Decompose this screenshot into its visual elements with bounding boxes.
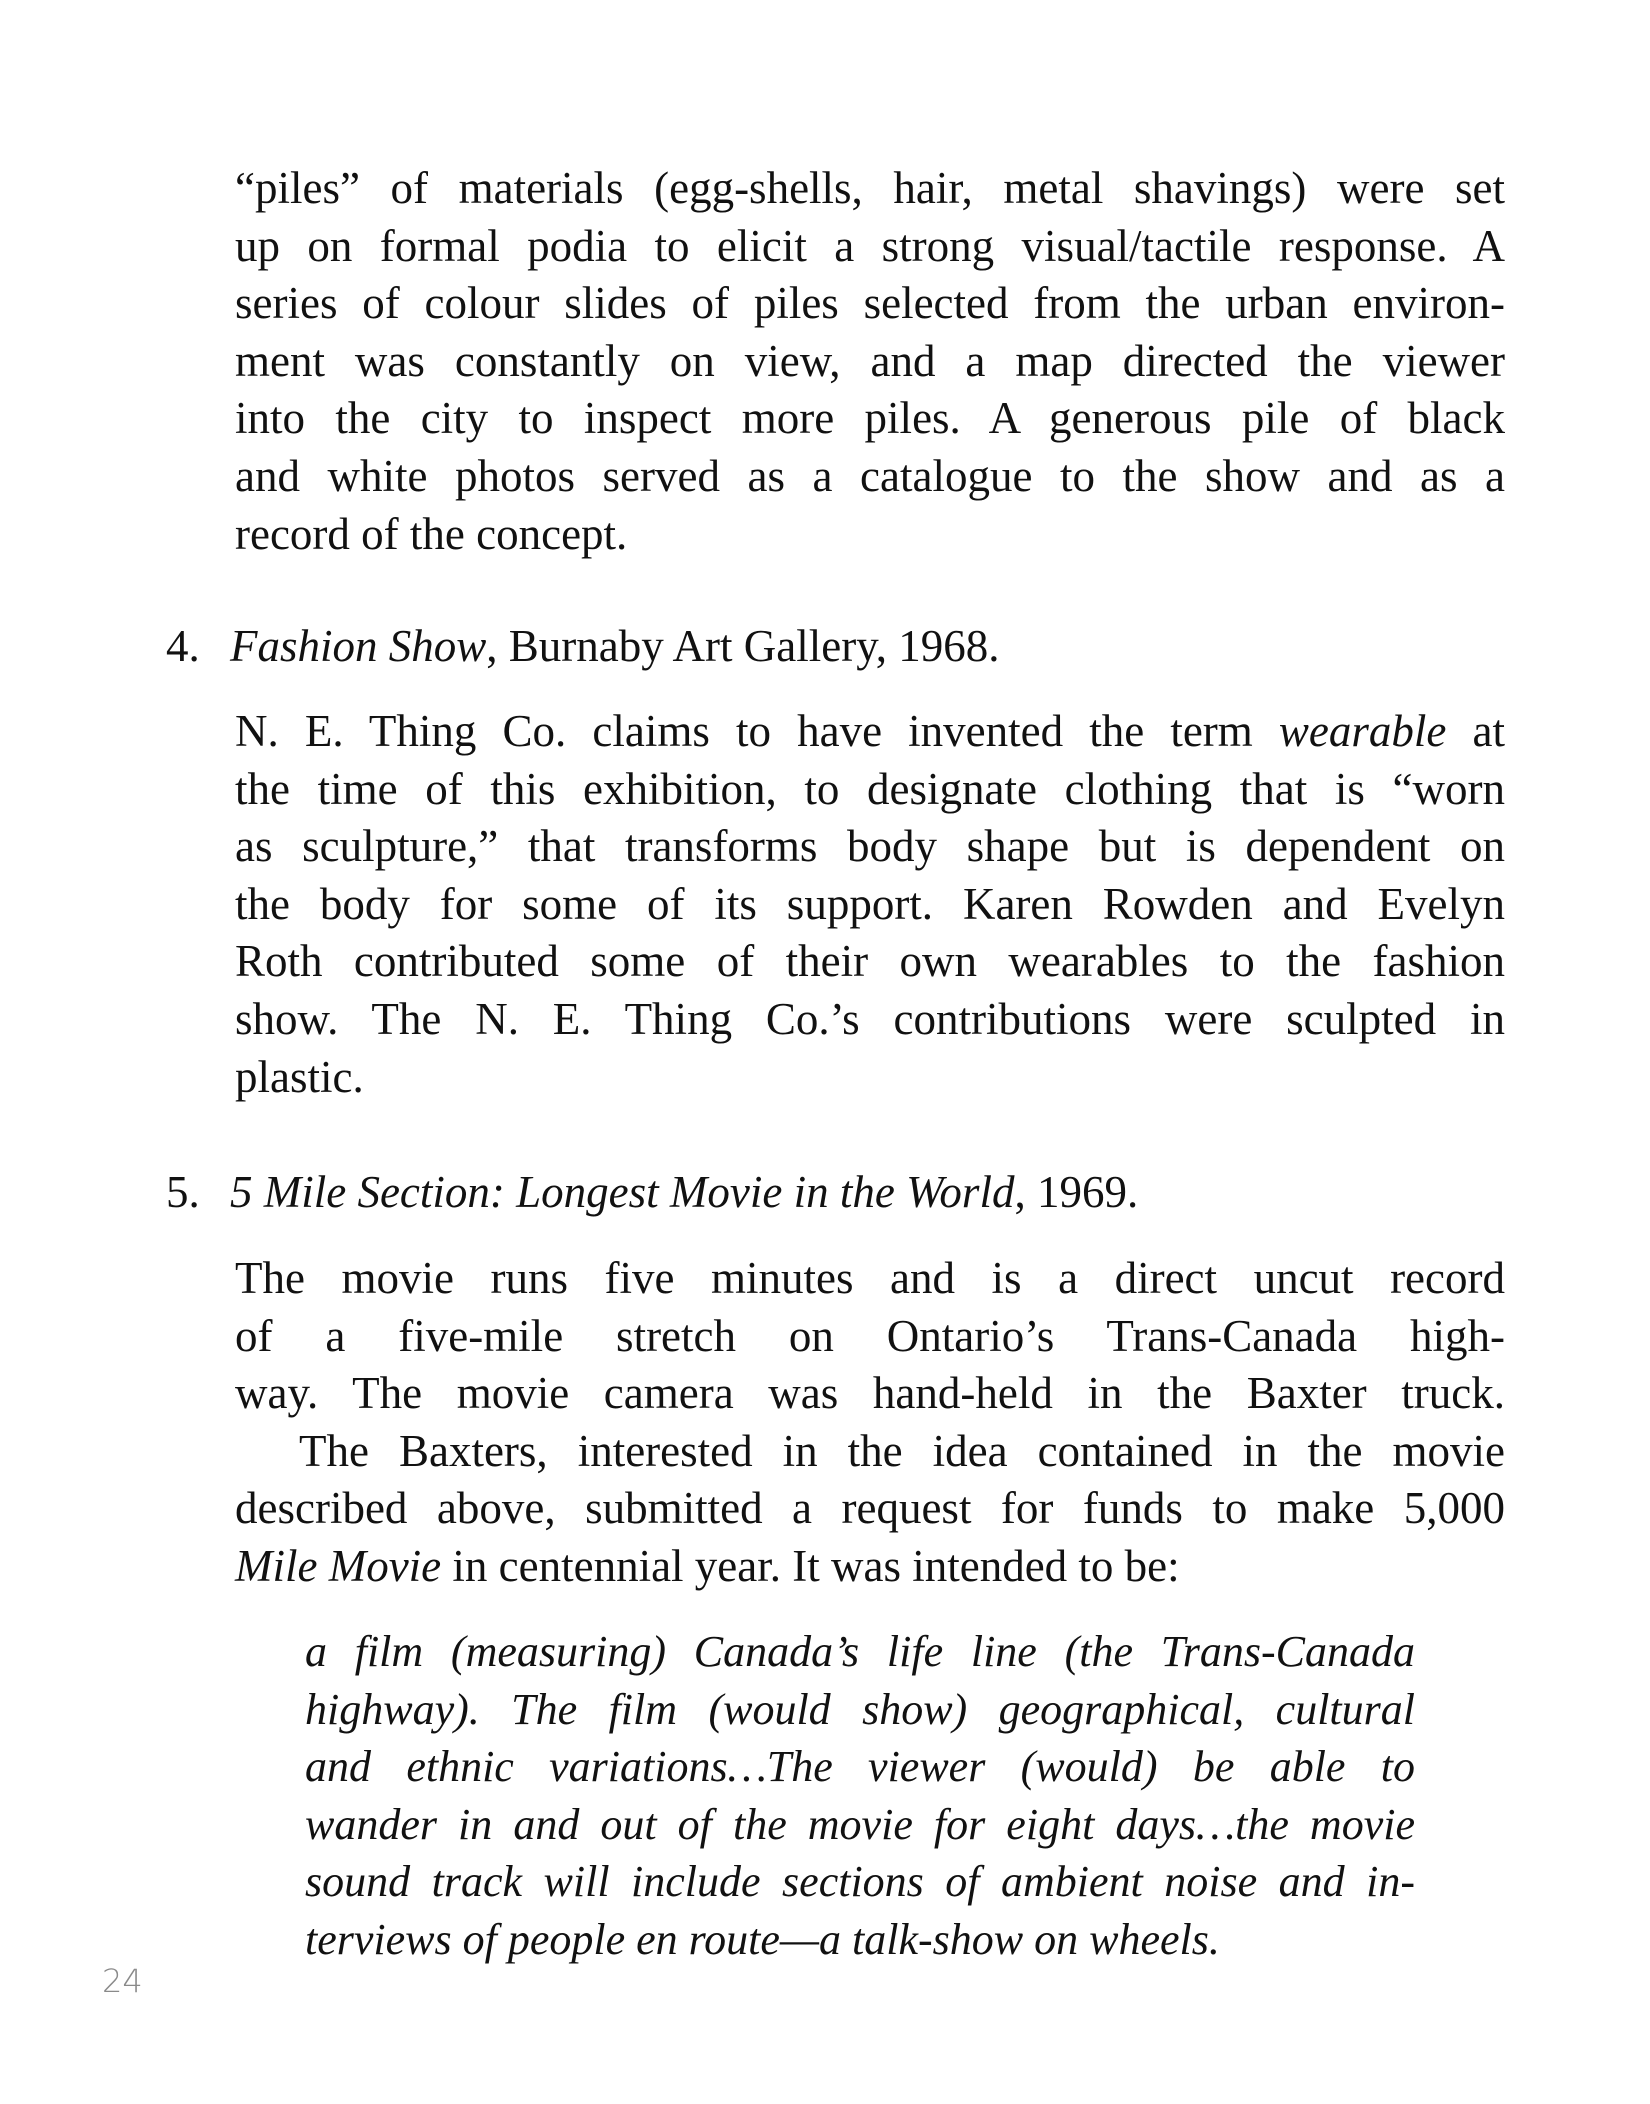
text-run: in centennial year. It was intended to be: xyxy=(441,1540,1180,1591)
emphasis-term: wearable xyxy=(1278,706,1447,756)
block-quote xyxy=(305,1623,1415,1969)
text-line: The movie runs five minutes and is a direct uncut record xyxy=(235,1253,1505,1303)
text-line xyxy=(235,703,1505,761)
text-line: Roth contributed some of their own wearables to the fashion xyxy=(235,936,1505,987)
text-line: plastic. xyxy=(235,1051,364,1102)
text-line: The Baxters, interested in the idea contained in the movie xyxy=(299,1425,1505,1476)
item-title-details: , 1969. xyxy=(1014,1167,1139,1217)
text-line: “piles” of materials (egg-shells, hair, metal shavings) were set xyxy=(235,163,1505,213)
text-line xyxy=(235,1538,1505,1596)
text-line: as sculpture,” that transforms body shape but is dependent on xyxy=(235,821,1505,872)
quote-line: a film (measuring) Canada’s life line (the Trans-Canada xyxy=(305,1627,1415,1676)
item-4-description xyxy=(235,703,1505,1106)
quote-line: terviews of people en route—a talk-show on wheels. xyxy=(305,1914,1220,1964)
text-run: N. E. Thing Co. claims to have invented the term xyxy=(235,706,1279,756)
quote-line: highway). The film (would show) geographical, cultural xyxy=(305,1684,1415,1734)
item-5-description xyxy=(235,1250,1505,1596)
text-line: the body for some of its support. Karen Rowden and Evelyn xyxy=(235,878,1505,929)
item-number: 4. xyxy=(166,621,200,671)
emphasis-title: Mile Movie xyxy=(235,1540,442,1591)
quote-line: and ethnic variations…The viewer (would) be able to xyxy=(305,1742,1415,1792)
item-number: 5. xyxy=(166,1167,200,1217)
quote-line: sound track will include sections of ambient noise and in- xyxy=(305,1857,1415,1907)
text-line: record of the concept. xyxy=(235,508,628,559)
text-line: the time of this exhibition, to designate clothing that is “worn xyxy=(235,763,1505,814)
page-number: 24 xyxy=(102,1962,143,2000)
item-title-details: , Burnaby Art Gallery, 1968. xyxy=(486,621,1000,671)
item-4-heading xyxy=(166,618,1000,676)
text-line: described above, submitted a request for funds to make 5,000 xyxy=(235,1483,1505,1534)
text-line: ment was constantly on view, and a map directed the viewer xyxy=(235,335,1505,386)
item-5-heading xyxy=(166,1164,1138,1222)
text-run: at xyxy=(1446,706,1505,756)
text-line: of a five-mile stretch on Ontario’s Trans-Canada high- xyxy=(235,1310,1505,1361)
text-line: and white photos served as a catalogue to the show and as a xyxy=(235,450,1505,501)
quote-line: wander in and out of the movie for eight days…the movie xyxy=(305,1799,1415,1849)
item-title: Fashion Show xyxy=(230,621,487,671)
text-line: up on formal podia to elicit a strong visual/tactile response. A xyxy=(235,220,1505,271)
text-line: show. The N. E. Thing Co.’s contributions were sculpted in xyxy=(235,993,1505,1044)
text-line: into the city to inspect more piles. A generous pile of black xyxy=(235,393,1505,444)
item-title: 5 Mile Section: Longest Movie in the World xyxy=(230,1167,1015,1217)
text-line: way. The movie camera was hand-held in the Baxter truck. xyxy=(235,1368,1505,1419)
intro-paragraph xyxy=(235,160,1505,563)
text-line: series of colour slides of piles selected from the urban environ- xyxy=(235,278,1505,329)
